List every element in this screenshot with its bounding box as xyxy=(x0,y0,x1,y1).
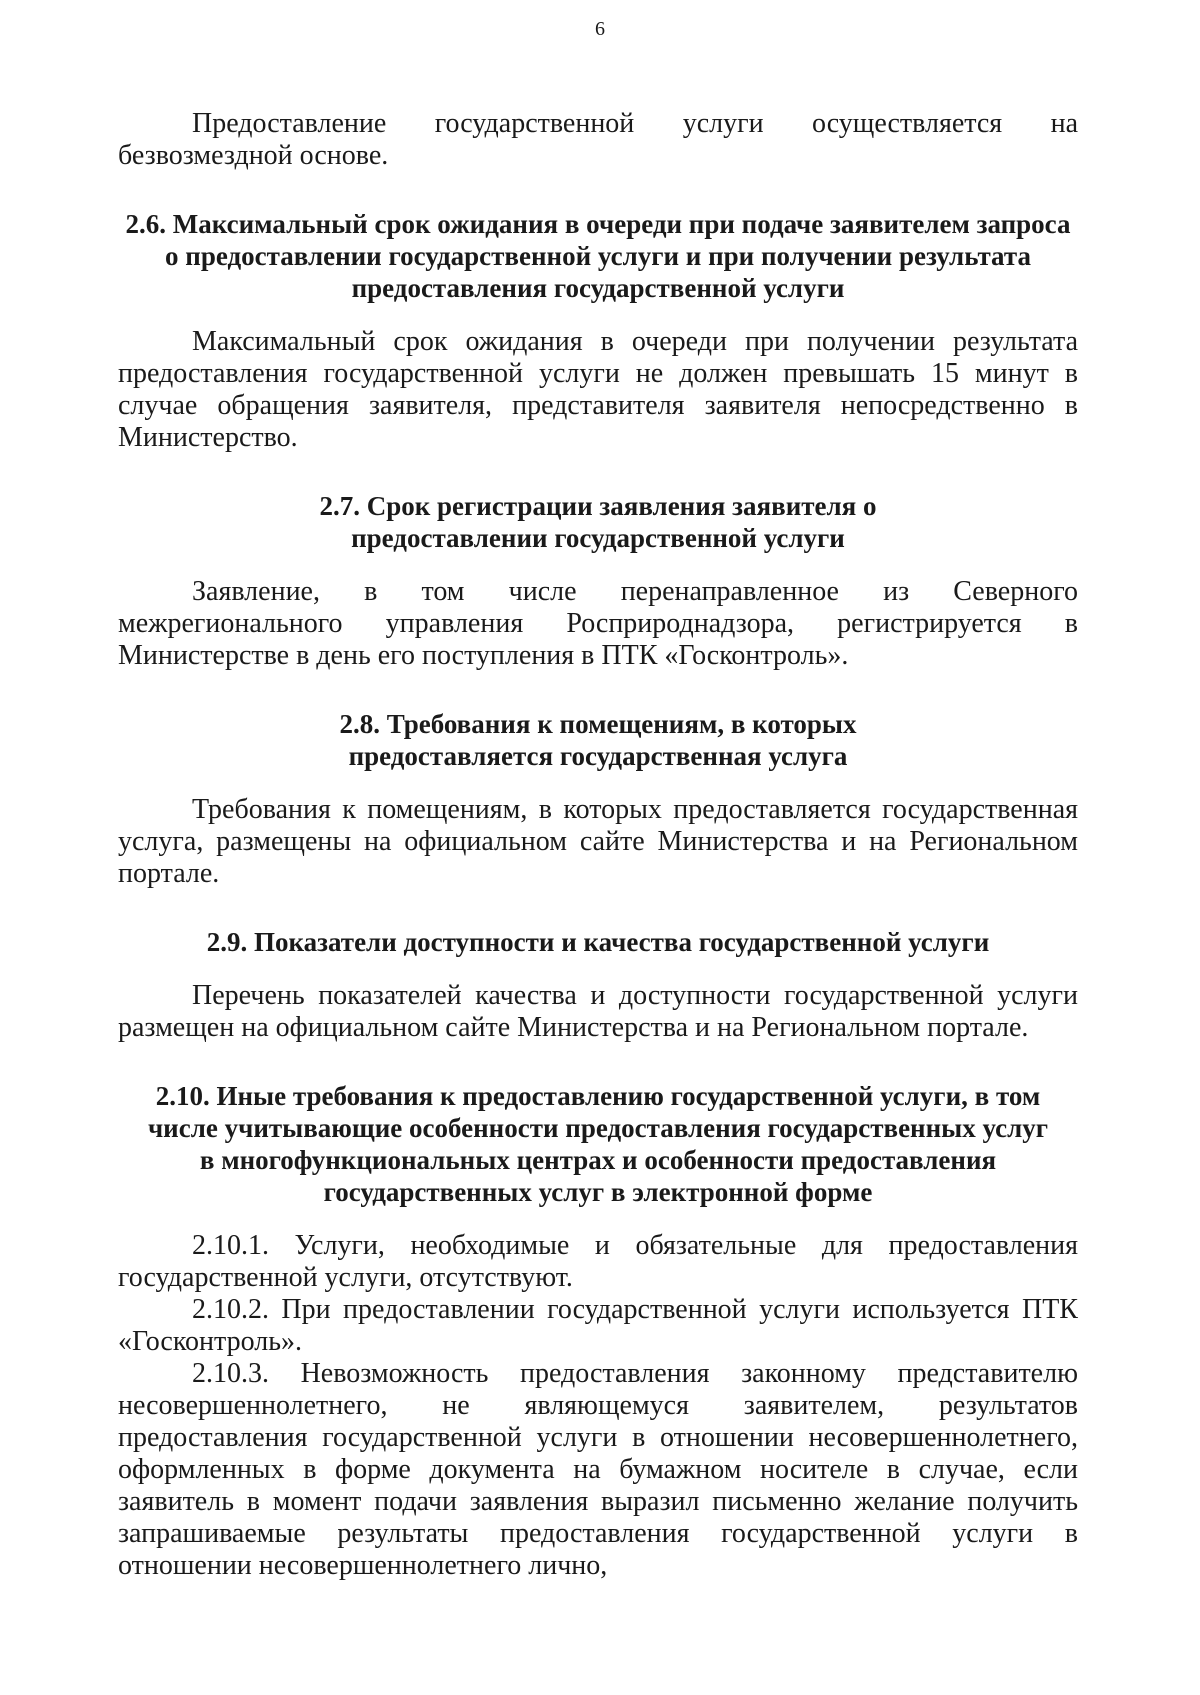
section-heading-2-6: 2.6. Максимальный срок ожидания в очереди при подаче заявителем запроса о предоставлении государственной услуги и при получении результата предоставления государственной услуги xyxy=(125,209,1071,303)
section-2-10-3-paragraph: 2.10.3. Невозможность предоставления законному представителю несовершеннолетнего, не являющемуся заявителем, результатов предоставления государственной услуги в отношении несовершеннолетнего, оформленных в форме документа на бумажном носителе в случае, если заявитель в момент подачи заявления выразил письменно желание получить запрашиваемые результаты предоставления государственной услуги в отношении несовершеннолетнего лично, xyxy=(118,1358,1078,1581)
section-heading-2-8: 2.8. Требования к помещениям, в которых предоставляется государственная услуга xyxy=(339,709,857,771)
section-heading-2-9: 2.9. Показатели доступности и качества государственной услуги xyxy=(206,927,990,957)
section-heading-2-7: 2.7. Срок регистрации заявления заявителя о предоставлении государственной услуги xyxy=(319,491,877,553)
section-2-7-paragraph: Заявление, в том числе перенаправленное из Северного межрегионального управления Росприроднадзора, регистрируется в Министерстве в день его поступления в ПТК «Госконтроль». xyxy=(118,576,1078,671)
section-2-10-1-paragraph: 2.10.1. Услуги, необходимые и обязательные для предоставления государственной услуги, отсутствуют. xyxy=(118,1230,1078,1293)
page-number: 6 xyxy=(595,18,605,40)
section-2-9-paragraph: Перечень показателей качества и доступности государственной услуги размещен на официальном сайте Министерства и на Региональном портале. xyxy=(118,980,1078,1043)
section-2-6-paragraph: Максимальный срок ожидания в очереди при получении результата предоставления государственной услуги не должен превышать 15 минут в случае обращения заявителя, представителя заявителя непосредственно в Министерство. xyxy=(118,326,1078,453)
section-heading-2-10: 2.10. Иные требования к предоставлению государственной услуги, в том числе учитывающие особенности предоставления государственных услуг в многофункциональных центрах и особенности предоставления государственных услуг в электронной форме xyxy=(147,1081,1049,1207)
document-body xyxy=(118,108,1078,1582)
section-2-8-paragraph: Требования к помещениям, в которых предоставляется государственная услуга, размещены на официальном сайте Министерства и на Региональном портале. xyxy=(118,794,1078,889)
intro-paragraph: Предоставление государственной услуги осуществляется на безвозмездной основе. xyxy=(118,108,1078,171)
section-2-10-2-paragraph: 2.10.2. При предоставлении государственной услуги используется ПТК «Госконтроль». xyxy=(118,1294,1078,1357)
